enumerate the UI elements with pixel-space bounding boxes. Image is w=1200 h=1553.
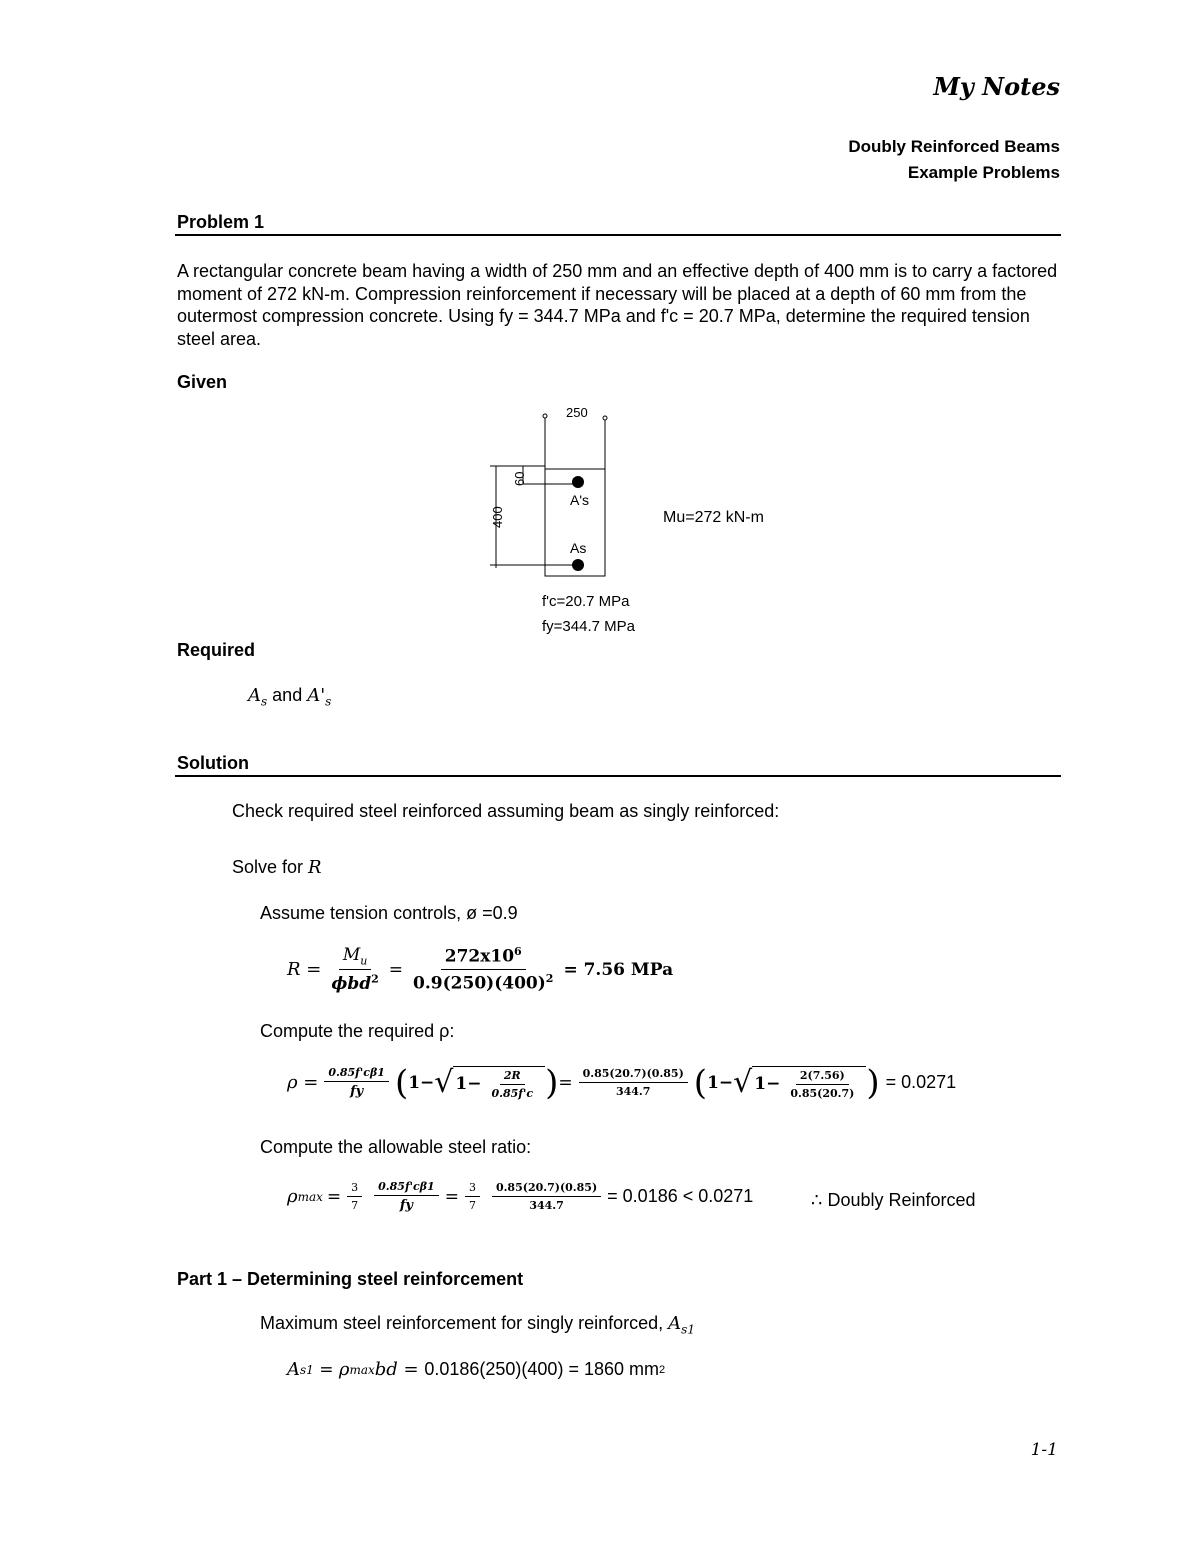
fy-label: fy=344.7 MPa xyxy=(542,618,635,635)
max-steel-text: Maximum steel reinforcement for singly reinforced, $A_{s1}$ xyxy=(260,1313,695,1337)
as1-equation: A s1 = ρ max bd = 0.0186(250)(400) = 1860 mm 2 xyxy=(287,1359,666,1380)
document-subtitle: Example Problems xyxy=(907,163,1060,182)
part1-heading: Part 1 – Determining steel reinforcement xyxy=(177,1269,524,1289)
page-number: 1-1 xyxy=(1030,1440,1058,1460)
problem-heading: Problem 1 xyxy=(177,212,265,232)
solve-for-text: Solve for R xyxy=(232,857,322,878)
rho-text: Compute the required ρ: xyxy=(260,1021,455,1041)
width-label: 250 xyxy=(566,405,588,420)
conclusion-text: ∴ Doubly Reinforced xyxy=(811,1190,976,1210)
check-text: Check required steel reinforced assuming beam as singly reinforced: xyxy=(232,801,780,821)
bottom-rebar-dot xyxy=(572,559,584,571)
section-divider xyxy=(175,775,1061,777)
moment-label: Mu=272 kN-m xyxy=(663,509,764,526)
problem-statement: A rectangular concrete beam having a width of 250 mm and an effective depth of 400 mm is to carry a factored moment of 272 kN-m. Compression reinforcement if necessary will be placed at a depth of 60 mm from the outermost compression concrete. Using fy = 344.7 MPa and f'c = 20.7 MPa, determine the required tension steel area. xyxy=(177,261,1058,349)
r-equation: R = $\frac{M_u}{\phi bd^2}$ = $\frac{272x10^6}{0.9(250)(400)^2}$ = 7.56 MPa xyxy=(287,945,674,995)
required-vars: $A_s$ and $A'_s$ xyxy=(248,685,332,709)
allow-text: Compute the allowable steel ratio: xyxy=(260,1137,532,1157)
solution-heading: Solution xyxy=(177,753,249,773)
given-heading: Given xyxy=(177,372,228,392)
fc-label: f'c=20.7 MPa xyxy=(542,593,630,610)
top-rebar-dot xyxy=(572,476,584,488)
required-heading: Required xyxy=(177,640,256,660)
beam-section-figure xyxy=(470,398,810,643)
document-title: Doubly Reinforced Beams xyxy=(848,137,1060,156)
top-steel-label: A's xyxy=(570,492,590,508)
brand-logo: My Notes xyxy=(933,72,1060,101)
assume-text: Assume tension controls, ø =0.9 xyxy=(260,903,518,923)
section-divider xyxy=(175,234,1061,236)
depth-label: 400 xyxy=(490,506,505,528)
rho-equation: ρ = $\frac{0.85f'c\beta 1}{fy}$ ( 1− √ 1− $\frac{2R}{0.85f'c}$ ) = $\frac{0.85(20.7)(0.85)}{344.7}$ ( 1− √ 1− $\frac{2(7.56)}{0.85(20.7)}$ ) = 0.0271 xyxy=(287,1062,957,1103)
bottom-steel-label: As xyxy=(570,540,587,556)
rhomax-equation: ρ max = $\frac{3}{7}$ $\frac{0.85f'c\beta 1}{fy}$ = $\frac{3}{7}$ $\frac{0.85(20.7)(0.85)}{344.7}$ = 0.0186 < 0.0271 xyxy=(287,1180,754,1213)
cover-label: 60 xyxy=(512,471,527,486)
